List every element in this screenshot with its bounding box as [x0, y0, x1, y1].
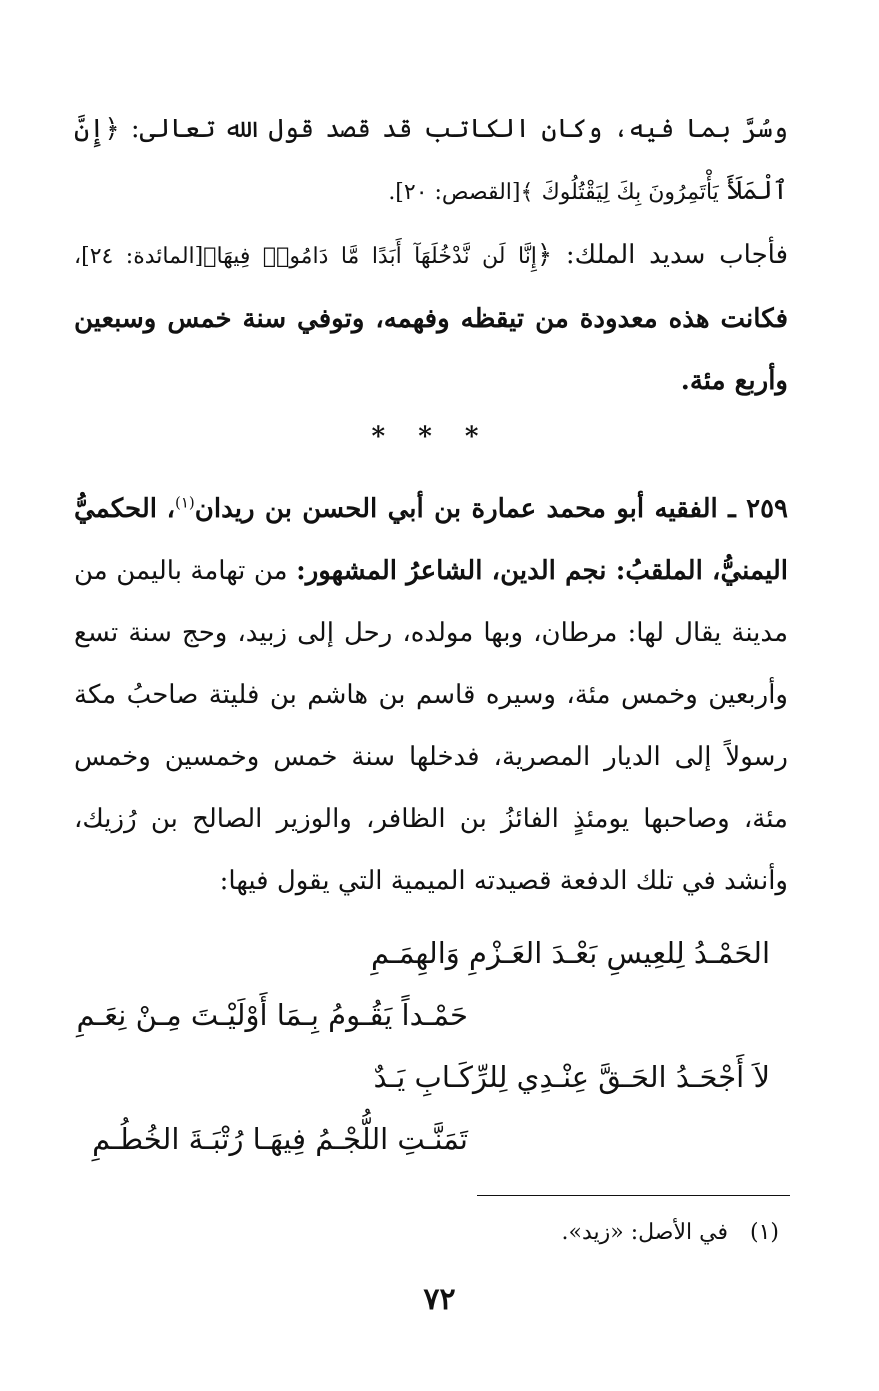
reply-paragraph [74, 224, 788, 412]
quran-ref-qasas: ﴾[القصص: ٢٠]. [388, 180, 534, 205]
continuation-line-1: وسُرَّ بما فيه، وكان الكاتب قد قصد قول الله تعالى: ﴿إِنَّ ٱلْمَلَأَ [74, 114, 788, 206]
entry-heading-tail: ، [166, 494, 175, 524]
death-note: فكانت هذه معدودة من تيقظه وفهمه، وتوفي سنة خمس وسبعين وأربع مئة. [74, 304, 788, 396]
section-separator: * * * [371, 422, 491, 452]
footnote-marker[interactable]: (١) [175, 493, 195, 512]
entry-epithet: الحكميُّ اليمنيُّ، الملقبُ: نجم الدين، الشاعرُ المشهور: [74, 494, 788, 586]
footnote-number: (١) [749, 1220, 779, 1245]
biography-entry [74, 478, 788, 912]
quran-quote-maidah: إِنَّا لَن نَّدْخُلَهَآ أَبَدًا مَّا دَامُوا۟ فِيهَا [216, 244, 537, 269]
verse-line-3: لاَ أَجْحَـدُ الحَـقَّ عِنْـدِي لِلرِّكَـابِ يَـدٌ [373, 1060, 770, 1094]
entry-heading: ٢٥٩ ـ الفقيه أبو محمد عمارة بن أبي الحسن بن ريدان [194, 494, 789, 524]
footnote [562, 1220, 779, 1245]
poem [74, 922, 788, 1170]
footnote-divider [477, 1195, 790, 1196]
verse-line-1: الحَمْـدُ لِلعِيسِ بَعْـدَ العَـزْمِ وَالهِمَـمِ [370, 936, 770, 970]
continuation-paragraph [74, 98, 788, 224]
quran-ref-maidah: ﴾[المائدة: ٢٤]، [74, 244, 217, 269]
verse-line-4: تَمَنَّـتِ اللُّجْـمُ فِيهَـا رُتْبَـةَ الخُطُـمِ [92, 1122, 468, 1156]
page-number: ٧٢ [423, 1282, 456, 1317]
verse-line-2: حَمْـداً يَقُـومُ بِـمَا أَوْلَيْـتَ مِـنْ نِعَـمِ [76, 998, 468, 1032]
footnote-text: في الأصل: «زيد». [561, 1220, 728, 1245]
reply-lead: فأجاب سديد الملك: ﴿ [536, 240, 789, 270]
quran-quote-qasas: يَأْتَمِرُونَ بِكَ لِيَقْتُلُوكَ [541, 180, 719, 205]
entry-body: من تهامة باليمن من مدينة يقال لها: مرطان، وبها مولده، رحل إلى زبيد، وحج سنة تسع وأربعين وخمس مئة، وسيره قاسم بن هاشم بن فليتة صاحبُ مكة رسولاً إلى الديار المصرية، فدخلها سنة خمس وخمسين وخمس مئة، وصاحبها يومئذٍ الفائزُ بن الظافر، والوزير الصالح بن رُزيك، وأنشد في تلك الدفعة قصيدته الميمية التي يقول فيها: [74, 556, 788, 896]
page-body [74, 98, 788, 1170]
